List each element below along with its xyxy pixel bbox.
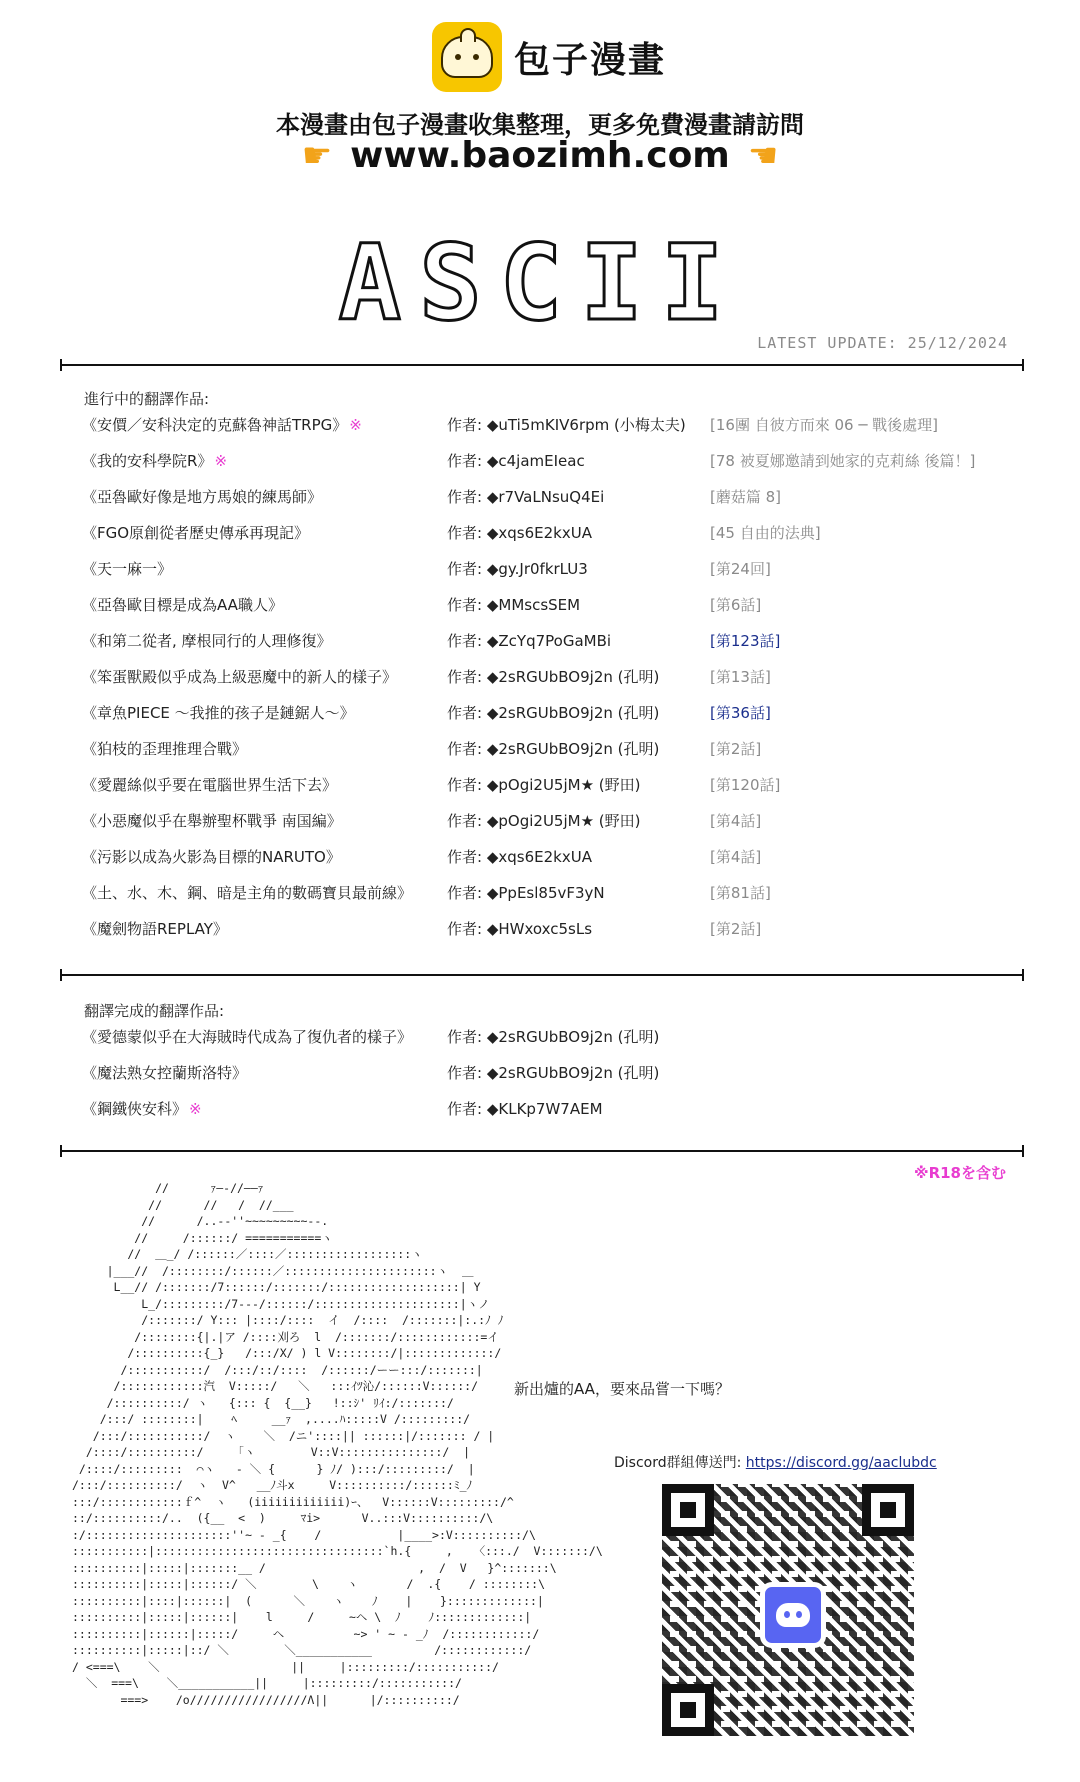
work-title[interactable] bbox=[82, 630, 332, 651]
work-title-text: 《亞魯歐目標是成為AA職人》 bbox=[82, 596, 283, 614]
r18-note: ※R18を含む bbox=[913, 1164, 1006, 1182]
work-row[interactable] bbox=[0, 450, 1080, 486]
latest-chapter-link[interactable]: [第4話] bbox=[710, 812, 762, 830]
author-name: ◆ZcYq7PoGaMBi bbox=[486, 632, 612, 650]
author-label: 作者: bbox=[447, 1100, 483, 1118]
discord-label: Discord群組傳送門: bbox=[614, 1455, 742, 1471]
latest-chapter-link[interactable]: [第24回] bbox=[710, 560, 771, 578]
work-author bbox=[447, 522, 592, 543]
work-title-text: 《污影以成為火影為目標的NARUTO》 bbox=[82, 848, 341, 866]
work-author bbox=[447, 738, 659, 759]
author-name: ◆2sRGUbBO9j2n (孔明) bbox=[486, 668, 660, 686]
work-title-text: 《愛麗絲似乎要在電腦世界生活下去》 bbox=[82, 776, 338, 794]
qr-finder-bottom-left bbox=[662, 1684, 714, 1736]
work-title-text: 《魔法熟女控蘭斯洛特》 bbox=[82, 1064, 248, 1082]
work-author bbox=[447, 558, 588, 579]
author-name: ◆c4jamEIeac bbox=[486, 452, 585, 470]
work-author bbox=[447, 1062, 659, 1083]
work-title[interactable] bbox=[82, 414, 362, 435]
work-title-text: 《亞魯歐好像是地方馬娘的練馬師》 bbox=[82, 488, 323, 506]
work-author bbox=[447, 1026, 659, 1047]
work-title[interactable] bbox=[82, 1062, 247, 1083]
work-row[interactable] bbox=[0, 702, 1080, 738]
work-title[interactable] bbox=[82, 450, 227, 471]
r18-mark: ※ bbox=[214, 452, 228, 470]
qr-finder-top-right bbox=[862, 1484, 914, 1536]
author-label: 作者: bbox=[447, 416, 483, 434]
ascii-art-illustration: // ｧ―‐//――ｧ // // / //___ // /..-‐''~~~~~~~~~‐-. // /::::::/ ===========ヽ // ＿_/ /::::::／::::／::::::::::::::::::ヽ |___// /::::::::/::::::／::::::::::::::::::::::ヽ ＿ L__// /:::::::/7::::::/:::::::/:::::::::::::::::::| Y L_/:::::::::/7---/::::::/:::::::::::::::::::::|ヽノ /:::::::/ Y::: |::::/:::: イ /:::: /:::::::|:.:ﾉ ﾉ /::::::::{|.|ア /::::刈ろ l /:::::::/::::::::::::=イ /::::::::::{_} /:::/X/ ) l V::::::::/|:::::::::::::/ /:::::::::::/ /:::/::/:::: /::::::/ーー:::/:::::::| /::::::::::::汽 V:::::/ ＼ :::ｲﾂ沁/::::::V::::::/ /::::::::::/ ヽ {::: { {__} !::ｼ' ﾘｲ:/:::::::/ /:::/ ::::::::| ﾍ __ｧ ,....ﾊ:::::V /:::::::::/ /:::/:::::::::::/ ヽ ＼ /ニ'::::|| ::::::|/::::::: / | /::::/::::::::::/ ｢ヽ V::V:::::::::::::::/ | /::::/::::::::: ⌒ヽ - ＼ { } ﾉ/ ):::/:::::::::/ | /:::/::::::::::/ ヽ V^ __ﾉ斗x V::::::::::/::::::ﾐ_ﾉ :::/::::::::::::ｆ^ ヽ (iiiiiiiiiiiii)ｰ、 V::::::V:::::::::/^ ::/::::::::::/.. ({__ < ) ﾏi> V..:::V::::::::::/\ :/:::::::::::::::::::::''~ - _{ / |____>:V::::::::::/\ :::::::::::|:::::::::::::::::::::::::::::::::`h.{ , 〈:::./ V:::::::/\ ::::::::::|:::::|:::::::__ / , / V }^:::::::\ ::::::::::|:::::|::::::/ ＼ \ ヽ / .{ / ::::::::\ ::::::::::|::::|::::::| ( ＼ ヽ ﾉ | }:::::::::::::| ::::::::::|:::::|::::::| l / ~ヘ \ ﾉ ﾉ:::::::::::::| ::::::::::|::::::|:::::/ ヘ ~> ' ~ - _ﾉ /::::::::::::/ ::::::::::|:::::|::/ ＼ ＼___________ /::::::::::::/ / <===\ ＼ || |:::::::::/:::::::::::/ ＼ ===\ ＼___________|| |:::::::::/:::::::::::/ ===> /o/////////////////Λ|| |/::::::::::/ bbox=[72, 1181, 603, 1707]
work-author bbox=[447, 666, 659, 687]
author-name: ◆xqs6E2kxUA bbox=[486, 524, 592, 542]
latest-chapter-link[interactable]: [蘑菇篇 8] bbox=[710, 488, 782, 506]
work-title[interactable] bbox=[82, 738, 247, 759]
author-name: ◆gy.Jr0fkrLU3 bbox=[486, 560, 588, 578]
author-name: ◆r7VaLNsuQ4Ei bbox=[486, 488, 605, 506]
author-name: ◆HWxoxc5sLs bbox=[486, 920, 593, 938]
latest-chapter-link[interactable]: [第2話] bbox=[710, 740, 762, 758]
author-label: 作者: bbox=[447, 668, 483, 686]
work-row[interactable] bbox=[0, 1062, 1080, 1098]
discord-row bbox=[614, 1452, 937, 1472]
author-name: ◆2sRGUbBO9j2n (孔明) bbox=[486, 704, 660, 722]
author-label: 作者: bbox=[447, 596, 483, 614]
latest-chapter-link[interactable]: [78 被夏娜邀請到她家的克莉絲 後篇！] bbox=[710, 452, 976, 470]
work-title[interactable] bbox=[82, 810, 342, 831]
work-row[interactable] bbox=[0, 810, 1080, 846]
work-title[interactable] bbox=[82, 486, 322, 507]
work-author bbox=[447, 594, 580, 615]
completed-heading: 翻譯完成的翻譯作品: bbox=[84, 1002, 225, 1020]
work-row[interactable] bbox=[0, 846, 1080, 882]
work-title-text: 《章魚PIECE ～我推的孩子是鏈鋸人～》 bbox=[82, 704, 355, 722]
work-row[interactable] bbox=[0, 630, 1080, 666]
work-row[interactable] bbox=[0, 486, 1080, 522]
r18-mark: ※ bbox=[189, 1100, 202, 1118]
work-author bbox=[447, 918, 592, 939]
site-banner bbox=[0, 0, 1080, 200]
work-author bbox=[447, 882, 605, 903]
site-logo[interactable] bbox=[432, 22, 666, 92]
work-row[interactable] bbox=[0, 414, 1080, 450]
work-title[interactable] bbox=[82, 702, 355, 723]
work-author bbox=[447, 1098, 603, 1119]
work-title-text: 《小惡魔似乎在舉辦聖杯戰爭 南国編》 bbox=[82, 812, 342, 830]
site-name: 包子漫畫 bbox=[514, 39, 667, 81]
author-label: 作者: bbox=[447, 884, 483, 902]
author-name: ◆xqs6E2kxUA bbox=[486, 848, 592, 866]
divider bbox=[60, 1150, 1024, 1152]
divider bbox=[60, 364, 1024, 366]
author-label: 作者: bbox=[447, 740, 483, 758]
author-name: ◆MMscsSEM bbox=[486, 596, 581, 614]
latest-chapter-link[interactable]: [第36話] bbox=[710, 704, 771, 722]
work-author bbox=[447, 774, 641, 795]
work-author bbox=[447, 702, 659, 723]
work-title-text: 《鋼鐵俠安科》 bbox=[82, 1100, 188, 1118]
author-name: ◆uTi5mKIV6rpm (小梅太夫) bbox=[486, 416, 686, 434]
work-title[interactable] bbox=[82, 666, 397, 687]
work-title[interactable] bbox=[82, 918, 228, 939]
discord-qr-code[interactable] bbox=[662, 1484, 914, 1736]
work-title-text: 《FGO原創從者歷史傳承再現記》 bbox=[82, 524, 310, 542]
author-label: 作者: bbox=[447, 524, 483, 542]
work-title[interactable] bbox=[82, 846, 341, 867]
work-row[interactable] bbox=[0, 666, 1080, 702]
work-title-text: 《笨蛋獸殿似乎成為上級惡魔中的新人的樣子》 bbox=[82, 668, 398, 686]
pointing-right-hand-icon: ☛ bbox=[301, 135, 333, 176]
pointing-left-hand-icon: ☚ bbox=[747, 135, 779, 176]
latest-chapter-link[interactable]: [第13話] bbox=[710, 668, 771, 686]
work-title[interactable] bbox=[82, 1098, 202, 1119]
work-title-text: 《土、水、木、鋼、暗是主角的數碼寶貝最前線》 bbox=[82, 884, 413, 902]
site-url-row bbox=[0, 135, 1080, 176]
author-name: ◆pOgi2U5jM★ (野田) bbox=[486, 812, 641, 830]
author-label: 作者: bbox=[447, 920, 483, 938]
author-label: 作者: bbox=[447, 632, 483, 650]
work-title[interactable] bbox=[82, 558, 172, 579]
latest-chapter-link[interactable]: [45 自由的法典] bbox=[710, 524, 821, 542]
author-label: 作者: bbox=[447, 1028, 483, 1046]
author-label: 作者: bbox=[447, 776, 483, 794]
work-title-text: 《魔劍物語REPLAY》 bbox=[82, 920, 228, 938]
work-title[interactable] bbox=[82, 1026, 412, 1047]
work-author bbox=[447, 414, 686, 435]
work-title[interactable] bbox=[82, 594, 283, 615]
latest-chapter-link[interactable]: [第123話] bbox=[710, 632, 781, 650]
work-row[interactable] bbox=[0, 882, 1080, 918]
work-title-text: 《狛枝的歪理推理合戰》 bbox=[82, 740, 248, 758]
work-title-text: 《和第二從者, 摩根同行的人理修復》 bbox=[82, 632, 332, 650]
work-row[interactable] bbox=[0, 774, 1080, 810]
work-title-text: 《我的安科學院R》 bbox=[82, 452, 213, 470]
author-name: ◆2sRGUbBO9j2n (孔明) bbox=[486, 1028, 660, 1046]
work-author bbox=[447, 810, 641, 831]
latest-chapter-link[interactable]: [第2話] bbox=[710, 920, 762, 938]
work-title-text: 《安價／安科決定的克蘇魯神話TRPG》 bbox=[82, 416, 348, 434]
author-label: 作者: bbox=[447, 488, 483, 506]
work-row[interactable] bbox=[0, 594, 1080, 630]
qr-finder-top-left bbox=[662, 1484, 714, 1536]
work-row[interactable] bbox=[0, 1098, 1080, 1134]
author-name: ◆pOgi2U5jM★ (野田) bbox=[486, 776, 641, 794]
work-author bbox=[447, 486, 604, 507]
author-label: 作者: bbox=[447, 848, 483, 866]
work-title[interactable] bbox=[82, 882, 412, 903]
discord-link[interactable]: https://discord.gg/aaclubdc bbox=[745, 1455, 937, 1471]
work-row[interactable] bbox=[0, 738, 1080, 774]
author-label: 作者: bbox=[447, 452, 483, 470]
latest-chapter-link[interactable]: [第81話] bbox=[710, 884, 771, 902]
author-label: 作者: bbox=[447, 704, 483, 722]
author-label: 作者: bbox=[447, 1064, 483, 1082]
ongoing-list bbox=[0, 414, 1080, 954]
site-url-link[interactable]: www.baozimh.com bbox=[350, 135, 730, 176]
promo-text: 新出爐的AA，要來品嘗一下嗎？ bbox=[514, 1380, 730, 1398]
work-author bbox=[447, 846, 592, 867]
divider bbox=[60, 974, 1024, 976]
bun-logo-icon bbox=[432, 22, 502, 92]
work-row[interactable] bbox=[0, 522, 1080, 558]
completed-list bbox=[0, 1026, 1080, 1134]
work-row[interactable] bbox=[0, 558, 1080, 594]
author-name: ◆2sRGUbBO9j2n (孔明) bbox=[486, 740, 660, 758]
r18-mark: ※ bbox=[349, 416, 362, 434]
work-title[interactable] bbox=[82, 522, 309, 543]
work-author bbox=[447, 630, 611, 651]
author-label: 作者: bbox=[447, 812, 483, 830]
latest-update: LATEST UPDATE: 25/12/2024 bbox=[757, 334, 1008, 352]
author-name: ◆PpEsl85vF3yN bbox=[486, 884, 605, 902]
work-row[interactable] bbox=[0, 918, 1080, 954]
work-title-text: 《天一麻一》 bbox=[82, 560, 173, 578]
latest-chapter-link[interactable]: [第6話] bbox=[710, 596, 762, 614]
latest-chapter-link[interactable]: [第4話] bbox=[710, 848, 762, 866]
author-name: ◆2sRGUbBO9j2n (孔明) bbox=[486, 1064, 660, 1082]
ongoing-heading: 進行中的翻譯作品: bbox=[84, 390, 210, 408]
author-name: ◆KLKp7W7AEM bbox=[486, 1100, 603, 1118]
latest-chapter-link[interactable]: [16團 自彼方而來 06 ─ 戰後處理] bbox=[710, 416, 938, 434]
work-title-text: 《愛德蒙似乎在大海賊時代成為了復仇者的樣子》 bbox=[82, 1028, 413, 1046]
latest-chapter-link[interactable]: [第120話] bbox=[710, 776, 781, 794]
work-author bbox=[447, 450, 585, 471]
site-tagline: 本漫畫由包子漫畫收集整理，更多免費漫畫請訪問 bbox=[276, 111, 804, 139]
work-row[interactable] bbox=[0, 1026, 1080, 1062]
ascii-title: ASCII bbox=[338, 222, 742, 344]
discord-logo-icon bbox=[760, 1582, 826, 1648]
author-label: 作者: bbox=[447, 560, 483, 578]
work-title[interactable] bbox=[82, 774, 337, 795]
